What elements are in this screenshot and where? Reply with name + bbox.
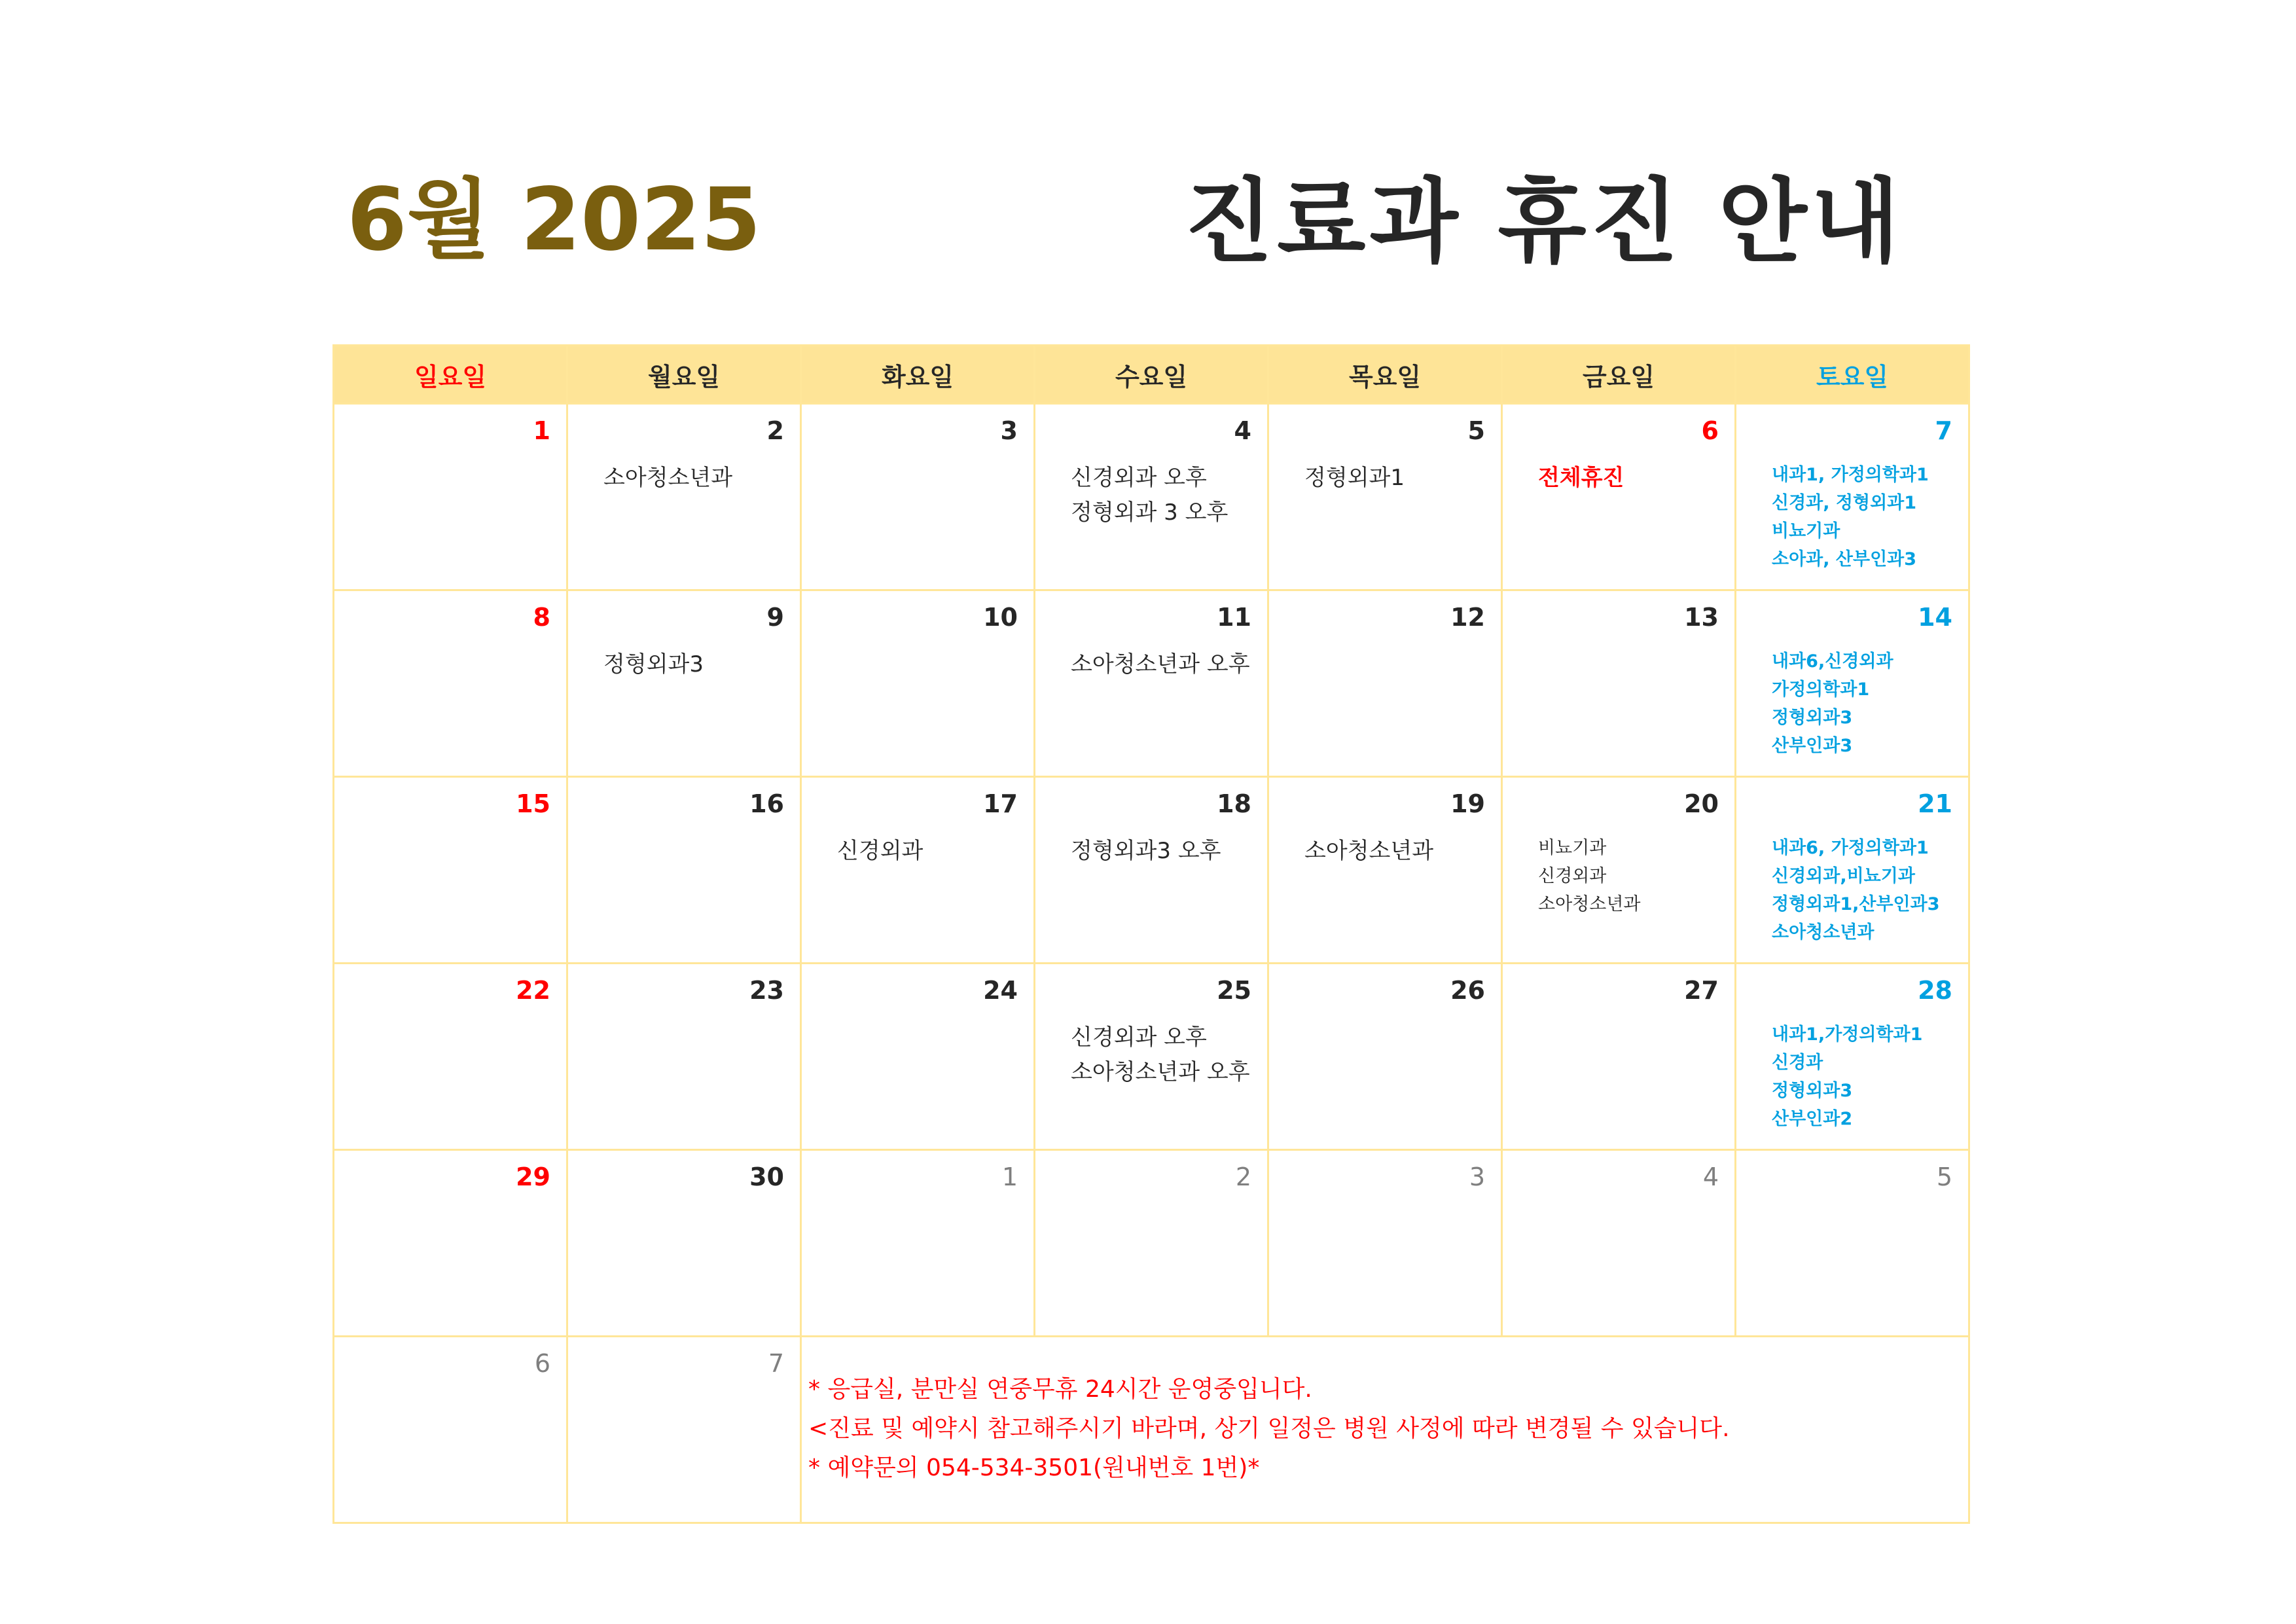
closure-item: 신경외과 오후 [1071,1024,1207,1051]
notice-list [808,1370,1730,1488]
day-number: 25 [1217,976,1251,1005]
closure-item: 내과1,가정의학과1 [1772,1024,1923,1045]
day-number: 3 [1469,1163,1485,1191]
week-row [334,404,1969,590]
closure-item: 정형외과3 [1772,708,1853,728]
closure-list [1538,461,1624,496]
day-cell [567,404,801,590]
day-cell [1736,404,1969,590]
day-cell [334,404,567,590]
closure-item: 정형외과3 [1772,1081,1853,1101]
closure-item: 정형외과3 오후 [1071,838,1221,864]
closure-item: 신경외과 오후 [1071,465,1207,491]
day-cell [1502,964,1736,1150]
day-number: 24 [983,976,1018,1005]
weekday-wednesday: 수요일 [1035,346,1268,404]
day-number: 6 [534,1349,550,1378]
closure-item: 정형외과3 [603,651,704,677]
day-number: 12 [1450,603,1485,632]
closure-item: 내과6,신경외과 [1772,651,1893,672]
week-row [334,1337,1969,1523]
weekday-sunday: 일요일 [334,346,567,404]
closure-item: 소아과, 산부인과3 [1772,549,1917,569]
day-cell [334,964,567,1150]
day-cell [801,404,1035,590]
day-number: 1 [1001,1163,1018,1191]
closure-list [1071,834,1221,869]
day-number: 4 [1234,416,1251,445]
notice-cell [801,1337,1969,1523]
closure-list [1304,834,1433,869]
day-number: 7 [768,1349,784,1378]
week-row [334,777,1969,964]
closure-list [603,647,704,682]
day-number: 19 [1450,789,1485,818]
closure-item: 소아청소년과 오후 [1071,1059,1250,1085]
day-number: 16 [749,789,784,818]
closure-item: 신경과, 정형외과1 [1772,493,1917,513]
day-number: 4 [1702,1163,1719,1191]
closure-list [1772,461,1929,573]
day-number: 28 [1918,976,1952,1005]
closure-item: 산부인과3 [1772,736,1853,756]
closure-list [1071,461,1228,530]
closure-item: 정형외과 3 오후 [1071,499,1229,526]
day-cell [1502,404,1736,590]
day-cell [801,1150,1035,1337]
day-cell [567,964,801,1150]
day-number: 13 [1684,603,1719,632]
closure-item: 소아청소년과 [1772,922,1874,943]
day-cell [1736,590,1969,777]
day-cell [334,1150,567,1337]
closure-item: 신경외과 [1538,866,1607,886]
closure-list [1772,647,1893,760]
closure-list [1071,1020,1250,1090]
day-cell [334,1337,567,1523]
day-cell [1268,777,1502,964]
closure-item: 정형외과1 [1304,465,1405,491]
closure-list [837,834,923,869]
day-cell [1268,404,1502,590]
weekday-friday: 금요일 [1502,346,1736,404]
closure-item: 정형외과1,산부인과3 [1772,894,1940,914]
day-number: 9 [766,603,784,632]
closure-item: 신경외과,비뇨기과 [1772,866,1915,886]
closure-item: 소아청소년과 [1304,838,1434,864]
closure-list [1772,834,1940,947]
notice-line: <진료 및 예약시 참고해주시기 바라며, 상기 일정은 병원 사정에 따라 변경될 수 있습니다. [808,1415,1730,1442]
day-cell [1268,1150,1502,1337]
day-cell [567,590,801,777]
day-number: 15 [516,789,550,818]
day-number: 21 [1918,789,1952,818]
day-number: 11 [1217,603,1251,632]
calendar-table [332,344,1970,1524]
day-number: 26 [1450,976,1485,1005]
weekday-thursday: 목요일 [1268,346,1502,404]
closure-item: 신경외과 [837,838,924,864]
closure-item: 신경과 [1772,1053,1823,1073]
closure-item: 비뇨기과 [1772,521,1840,541]
day-cell [334,590,567,777]
closure-item: 소아청소년과 [1538,894,1641,914]
day-number: 20 [1684,789,1719,818]
closure-item: 소아청소년과 오후 [1071,651,1250,677]
day-number: 2 [1235,1163,1251,1191]
closure-list [1304,461,1405,496]
day-cell [1736,777,1969,964]
closure-list [1772,1020,1922,1133]
day-cell [1035,777,1268,964]
closure-item: 전체휴진 [1538,465,1624,491]
day-number: 5 [1467,416,1485,445]
day-number: 18 [1217,789,1251,818]
day-cell [1502,590,1736,777]
day-number: 3 [1000,416,1018,445]
day-cell [1035,404,1268,590]
day-number: 27 [1684,976,1719,1005]
day-number: 29 [516,1163,550,1191]
weekday-monday: 월요일 [567,346,801,404]
day-number: 6 [1701,416,1719,445]
day-cell [1268,590,1502,777]
day-cell [801,964,1035,1150]
month-title: 6월 2025 [347,170,761,270]
day-cell [1035,964,1268,1150]
weekday-tuesday: 화요일 [801,346,1035,404]
day-cell [801,777,1035,964]
day-cell [1268,964,1502,1150]
day-number: 23 [749,976,784,1005]
week-row [334,964,1969,1150]
day-number: 22 [516,976,550,1005]
day-number: 8 [533,603,550,632]
day-cell [1736,1150,1969,1337]
day-cell [567,1150,801,1337]
day-cell [567,1337,801,1523]
day-number: 5 [1936,1163,1952,1191]
closure-list [603,461,732,496]
closure-item: 가정의학과1 [1772,679,1870,700]
page-title: 진료과 휴진 안내 [1185,169,1904,276]
day-number: 7 [1935,416,1952,445]
day-number: 2 [766,416,784,445]
closure-item: 산부인과2 [1772,1109,1853,1129]
closure-list [1071,647,1250,682]
day-cell [1502,1150,1736,1337]
day-number: 14 [1918,603,1952,632]
closure-item: 소아청소년과 [603,465,733,491]
weekday-saturday: 토요일 [1736,346,1969,404]
weekday-header-row [334,346,1969,404]
notice-line: * 예약문의 054-534-3501(원내번호 1번)* [808,1454,1260,1481]
day-number: 10 [983,603,1018,632]
closure-item: 내과1, 가정의학과1 [1772,465,1929,485]
day-cell [1035,590,1268,777]
day-cell [1035,1150,1268,1337]
closure-item: 내과6, 가정의학과1 [1772,838,1929,858]
notice-line: * 응급실, 분만실 연중무휴 24시간 운영중입니다. [808,1376,1312,1403]
closure-list [1538,834,1641,918]
day-number: 17 [983,789,1018,818]
day-cell [1736,964,1969,1150]
day-cell [567,777,801,964]
day-number: 1 [533,416,550,445]
day-number: 30 [749,1163,784,1191]
closure-item: 비뇨기과 [1538,838,1607,858]
week-row [334,1150,1969,1337]
day-cell [801,590,1035,777]
day-cell [1502,777,1736,964]
day-cell [334,777,567,964]
week-row [334,590,1969,777]
